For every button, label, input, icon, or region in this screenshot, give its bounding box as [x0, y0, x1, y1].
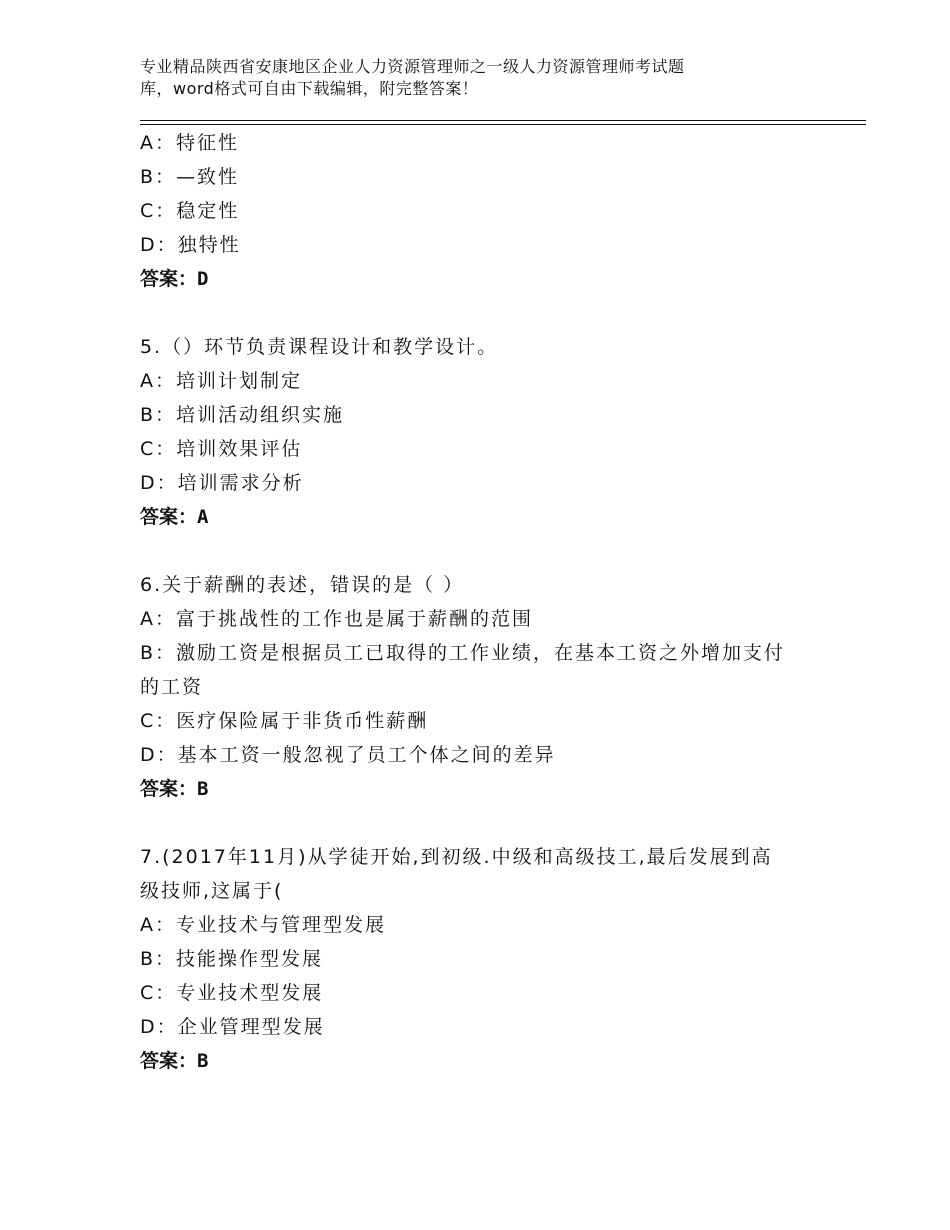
header-line-2: 库，word格式可自由下载编辑，附完整答案！ — [140, 79, 479, 98]
spacer — [140, 296, 840, 330]
question-stem-continued: 级技师,这属于( — [140, 880, 284, 902]
option-a: A：富于挑战性的工作也是属于薪酬的范围 — [140, 608, 533, 630]
question-7 — [140, 840, 840, 1078]
option-d: D：企业管理型发展 — [140, 1016, 325, 1038]
question-6 — [140, 568, 840, 806]
header-line-1: 专业精品陕西省安康地区企业人力资源管理师之一级人力资源管理师考试题 — [140, 57, 685, 76]
option-b: B：激励工资是根据员工已取得的工作业绩，在基本工资之外增加支付 — [140, 642, 786, 664]
answer-line: 答案：A — [140, 506, 209, 528]
option-b-continued: 的工资 — [140, 676, 204, 698]
option-c: C：稳定性 — [140, 200, 240, 222]
spacer — [140, 534, 840, 568]
answer-line: 答案：B — [140, 778, 209, 800]
option-b: B：培训活动组织实施 — [140, 404, 345, 426]
option-c: C：培训效果评估 — [140, 438, 303, 460]
header-divider — [140, 120, 866, 125]
document-header — [140, 56, 780, 100]
option-a: A：培训计划制定 — [140, 370, 302, 392]
answer-line: 答案：B — [140, 1050, 209, 1072]
spacer — [140, 806, 840, 840]
option-c: C：医疗保险属于非货币性薪酬 — [140, 710, 429, 732]
option-d: D：独特性 — [140, 234, 241, 256]
answer-line: 答案：D — [140, 268, 209, 290]
document-body — [140, 126, 840, 1078]
question-5 — [140, 330, 840, 534]
option-a: A：特征性 — [140, 132, 239, 154]
option-d: D：培训需求分析 — [140, 472, 304, 494]
question-stem: 7.(2017年11月)从学徒开始,到初级.中级和高级技工,最后发展到高 — [140, 846, 773, 868]
option-b: B：—致性 — [140, 166, 240, 188]
option-c: C：专业技术型发展 — [140, 982, 324, 1004]
question-4-continued — [140, 126, 840, 296]
option-a: A：专业技术与管理型发展 — [140, 914, 386, 936]
option-b: B：技能操作型发展 — [140, 948, 324, 970]
question-stem: 6.关于薪酬的表述，错误的是（ ） — [140, 574, 465, 596]
question-stem: 5.（）环节负责课程设计和教学设计。 — [140, 336, 499, 358]
option-d: D：基本工资一般忽视了员工个体之间的差异 — [140, 744, 556, 766]
